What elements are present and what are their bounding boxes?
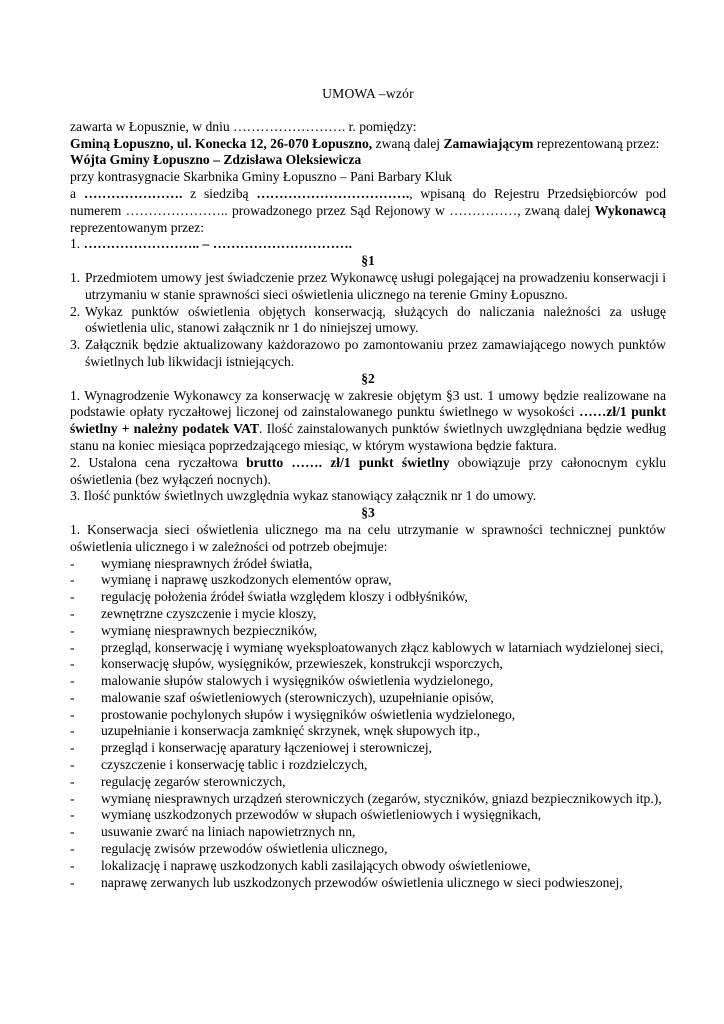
list-item [70, 623, 666, 640]
list-bullet: - [70, 807, 75, 823]
list-bullet: - [70, 757, 75, 773]
list-item [70, 589, 666, 606]
list-item-text: malowanie szaf oświetleniowych (sterowniczych), uzupełnianie opisów, [101, 689, 494, 705]
list-bullet: - [70, 857, 75, 873]
list-item [70, 640, 666, 657]
list-item-text: regulację położenia źródeł światła względem kloszy i odbłyśników, [101, 589, 468, 605]
party-2-role: Wykonawcą [594, 202, 666, 218]
list-item-text: wymianę niesprawnych bezpieczników, [101, 622, 318, 638]
list-item: 1. Przedmiotem umowy jest świadczenie przez Wykonawcę usługi polegającej na prowadzeniu konserwacji i utrzymaniu w stanie sprawności sieci oświetlenia ulicznego na terenie Gminy Łopuszno. [70, 269, 666, 302]
list-item [70, 572, 666, 589]
section-1-list [70, 270, 666, 371]
list-item [70, 807, 666, 824]
list-bullet: - [70, 874, 75, 890]
list-item-text: wymianę i naprawę uszkodzonych elementów opraw, [101, 572, 392, 588]
list-bullet: - [70, 740, 75, 756]
section-3-paragraph-1: 1. Konserwacja sieci oświetlenia ulicznego ma na celu utrzymanie w sprawności technicznej punktów oświetlenia ulicznego i w zależności od potrzeb obejmuje: [70, 521, 666, 554]
list-item [70, 841, 666, 858]
list-item-text: uzupełnianie i konserwacja zamknięć skrzynek, wnęk słupowych itp., [101, 723, 480, 739]
intro-date-line: zawarta w Łopusznie, w dniu ……………………. r. pomiędzy: [70, 118, 417, 134]
list-item-text: prostowanie pochylonych słupów i wysięgników oświetlenia wydzielonego, [101, 706, 516, 722]
countersignature-line: przy kontrasygnacie Skarbnika Gminy Łopuszno – Pani Barbary Kluk [70, 169, 453, 185]
list-item [70, 673, 666, 690]
list-bullet: - [70, 605, 75, 621]
list-item-text: regulację zwisów przewodów oświetlenia ulicznego, [101, 841, 388, 857]
section-2-paragraph-1: 1. Wynagrodzenie Wykonawcy za konserwację w zakresie objętym §3 ust. 1 umowy będzie realizowane na podstawie opłaty ryczałtowej liczonej od zainstalowanego punktu świetlnego w wysokości ……zł/1 punkt świetlny + należny podatek VAT. Ilość zainstalowanych punktów świetlnych uwzględniana będzie według stanu na koniec miesiąca poprzedzającego miesiąc, w którym wystawiona będzie faktura. [70, 387, 666, 453]
list-bullet: - [70, 656, 75, 672]
list-item-text: usuwanie zwarć na liniach napowietrznych nn, [101, 824, 356, 840]
list-item [70, 690, 666, 707]
list-item-text: naprawę zerwanych lub uszkodzonych przewodów oświetlenia ulicznego w sieci podwieszonej, [101, 874, 623, 890]
list-bullet: - [70, 773, 75, 789]
list-item-text: zewnętrzne czyszczenie i mycie kloszy, [101, 605, 317, 621]
list-item-text: przegląd, konserwację i wymianę wyeksploatowanych złącz kablowych w latarniach wydzielonej sieci, [101, 639, 664, 655]
list-item-text: malowanie słupów stalowych i wysięgników oświetlenia wydzielonego, [101, 673, 494, 689]
list-item-text: czyszczenie i konserwację tablic i rozdzielczych, [101, 757, 368, 773]
list-bullet: - [70, 589, 75, 605]
list-bullet: - [70, 706, 75, 722]
list-bullet: - [70, 673, 75, 689]
section-3-scope-list [70, 556, 666, 892]
party-1-paragraph: Gminą Łopuszno, ul. Konecka 12, 26-070 Łopuszno, zwaną dalej Zamawiającym reprezentowaną przez: [70, 135, 660, 151]
list-item [70, 556, 666, 573]
list-item-text: wymianę niesprawnych źródeł światła, [101, 555, 313, 571]
list-bullet: - [70, 723, 75, 739]
list-item [70, 875, 666, 892]
list-item [70, 707, 666, 724]
document-title: UMOWA –wzór [322, 86, 414, 101]
list-item-text: regulację zegarów sterowniczych, [101, 773, 286, 789]
list-item [70, 723, 666, 740]
party-2-representative: 1. …………………….. – …………………………. [70, 236, 353, 252]
document-page [70, 0, 666, 891]
party-1-role: Zamawiającym [443, 135, 534, 151]
list-bullet: - [70, 824, 75, 840]
list-item [70, 774, 666, 791]
list-item [70, 606, 666, 623]
list-item: 2. Wykaz punktów oświetlenia objętych konserwacją, służących do naliczania należności za usługę oświetlenia ulic, stanowi załącznik nr 1 do niniejszej umowy. [70, 303, 666, 336]
list-bullet: - [70, 555, 75, 571]
party-2-paragraph: a …………………. z siedzibą ……………………………., wpisaną do Rejestru Przedsiębiorców pod numerem ………………….. prowadzonego przez Sąd Rejonowy w ……………, zwaną dalej Wykonawcą reprezentowanym przez: [70, 185, 666, 235]
list-item [70, 824, 666, 841]
section-2-paragraph-3: 3. Ilość punktów świetlnych uwzględnia wykaz stanowiący załącznik nr 1 do umowy. [70, 488, 537, 504]
list-item-text: konserwację słupów, wysięgników, przewieszek, konstrukcji wsporczych, [101, 656, 503, 672]
list-bullet: - [70, 841, 75, 857]
party-1-representative: Wójta Gminy Łopuszno – Zdzisława Oleksiewicza [70, 152, 362, 168]
list-item: 3. Załącznik będzie aktualizowany każdorazowo po zamontowaniu przez zamawiającego nowych punktów świetlnych lub likwidacji istniejących. [70, 337, 666, 369]
list-bullet: - [70, 622, 75, 638]
section-3-heading: §3 [361, 505, 375, 521]
list-bullet: - [70, 639, 75, 655]
list-item [70, 791, 666, 808]
list-bullet: - [70, 689, 75, 705]
list-bullet: - [70, 572, 75, 588]
list-item [70, 858, 666, 875]
list-item [70, 740, 666, 757]
section-2-heading: §2 [361, 370, 375, 386]
list-item-text: lokalizację i naprawę uszkodzonych kabli zasilających obwody oświetleniowe, [101, 857, 531, 873]
list-item [70, 656, 666, 673]
list-item [70, 757, 666, 774]
party-1-name: Gminą Łopuszno, ul. Konecka 12, 26-070 Łopuszno, [70, 135, 373, 151]
list-item-text: wymianę niesprawnych urządzeń sterowniczych (zegarów, styczników, gniazd bezpiecznikowych itp.), [101, 790, 662, 806]
list-bullet: - [70, 790, 75, 806]
section-1-heading: §1 [361, 253, 375, 269]
list-item-text: wymianę uszkodzonych przewodów w słupach oświetleniowych i wysięgnikach, [101, 807, 542, 823]
list-item-text: przegląd i konserwację aparatury łączeniowej i sterowniczej, [101, 740, 432, 756]
section-2-paragraph-2: 2. Ustalona cena ryczałtowa brutto ……. zł/1 punkt świetlny obowiązuje przy całonocnym cyklu oświetlenia (bez wyłączeń nocnych). [70, 454, 667, 487]
